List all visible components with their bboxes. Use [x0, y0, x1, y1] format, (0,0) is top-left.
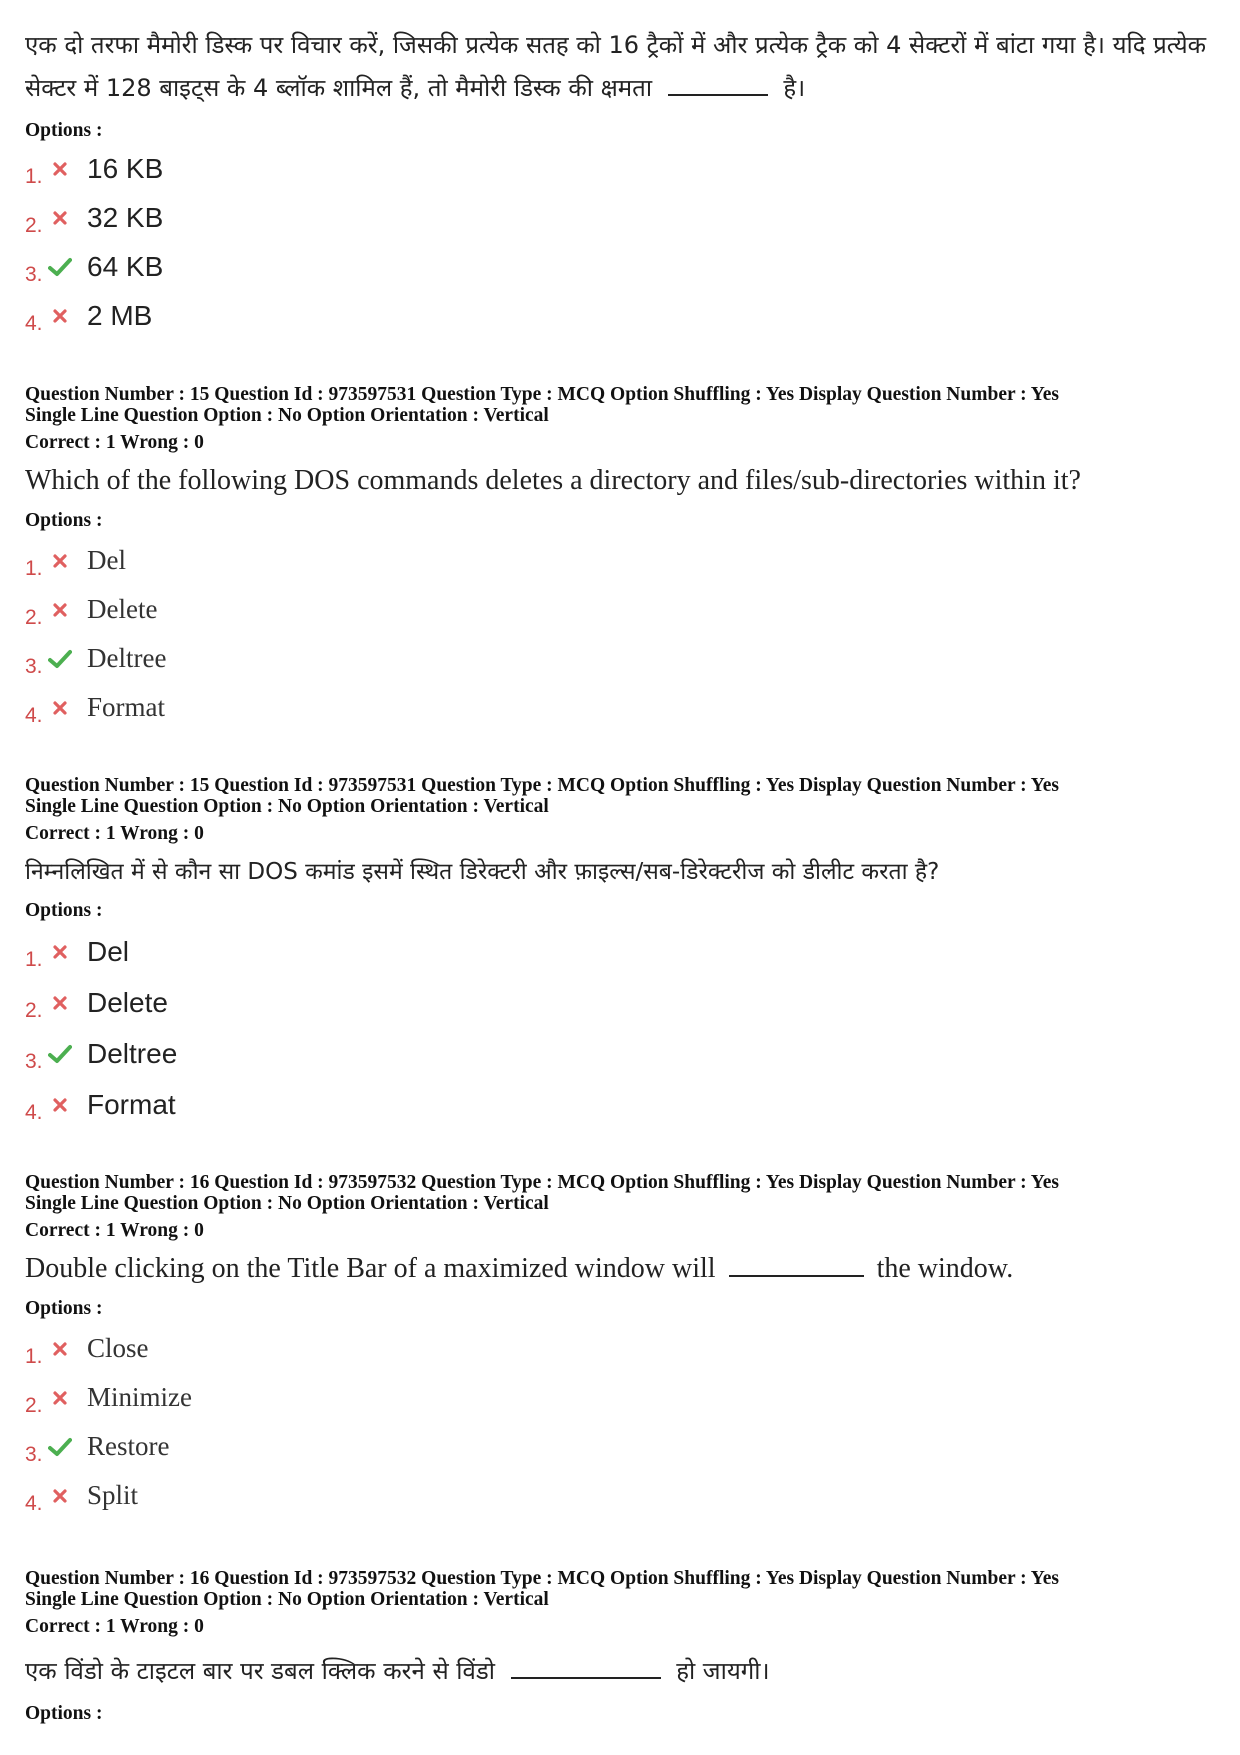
option-item: 3. 64 KB [25, 250, 164, 286]
option-item: 2. Delete [25, 594, 158, 629]
option-text: Minimize [87, 1382, 192, 1412]
options-list [25, 144, 1220, 340]
cross-icon [47, 597, 73, 623]
option-text: 16 KB [87, 152, 164, 184]
option-text: Close [87, 1333, 149, 1363]
question-text: Double clicking on the Title Bar of a maximized window will the window. [25, 1253, 1014, 1284]
option-item: 2. 32 KB [25, 201, 164, 237]
option-item: 1. Del [25, 545, 126, 580]
options-list [25, 926, 1220, 1130]
question-meta: Question Number : 16 Question Id : 973597532 Question Type : MCQ Option Shuffling : Yes Display Question Number : Yes Single Line Question Option : No Option Orientation : Vertical [25, 1568, 1059, 1610]
cross-icon [47, 156, 73, 182]
option-text: Del [87, 545, 126, 575]
option-item: 2. Delete [25, 986, 168, 1022]
option-item: 3. Deltree [25, 643, 167, 678]
answer-blank [729, 1274, 864, 1277]
check-icon [47, 1434, 73, 1460]
option-item: 4. 2 MB [25, 299, 153, 335]
marking-scheme: Correct : 1 Wrong : 0 [25, 1616, 204, 1637]
option-item: 1. Del [25, 935, 130, 971]
option-text: Deltree [87, 1037, 178, 1069]
options-list [25, 536, 1220, 732]
options-label: Options : [25, 1703, 103, 1724]
option-text: 2 MB [87, 299, 153, 331]
cross-icon [47, 990, 73, 1016]
cross-icon [47, 303, 73, 329]
option-text: Deltree [87, 643, 167, 673]
question-block-5 [25, 1568, 1220, 1725]
cross-icon [47, 695, 73, 721]
cross-icon [47, 548, 73, 574]
option-text: Format [87, 1088, 176, 1120]
check-icon [47, 1041, 73, 1067]
question-text: एक विंडो के टाइटल बार पर डबल क्लिक करने से विंडो हो जायगी। [25, 1657, 770, 1685]
question-block-2 [25, 384, 1220, 732]
option-text: Restore [87, 1431, 170, 1461]
marking-scheme: Correct : 1 Wrong : 0 [25, 823, 204, 844]
option-text: 32 KB [87, 201, 164, 233]
option-text: Split [87, 1480, 139, 1510]
option-text: Del [87, 935, 130, 967]
question-text: Which of the following DOS commands deletes a directory and files/sub-directories within it? [25, 465, 1081, 496]
option-text: Delete [87, 594, 158, 624]
option-text: Delete [87, 986, 168, 1018]
question-meta: Question Number : 15 Question Id : 973597531 Question Type : MCQ Option Shuffling : Yes Display Question Number : Yes Single Line Question Option : No Option Orientation : Vertical [25, 384, 1059, 426]
option-item: 2. Minimize [25, 1382, 192, 1417]
cross-icon [47, 1385, 73, 1411]
marking-scheme: Correct : 1 Wrong : 0 [25, 1220, 204, 1241]
options-list [25, 1324, 1220, 1520]
cross-icon [47, 205, 73, 231]
question-block-4 [25, 1172, 1220, 1520]
answer-blank [511, 1676, 661, 1679]
marking-scheme: Correct : 1 Wrong : 0 [25, 432, 204, 453]
question-meta: Question Number : 16 Question Id : 973597532 Question Type : MCQ Option Shuffling : Yes Display Question Number : Yes Single Line Question Option : No Option Orientation : Vertical [25, 1172, 1059, 1214]
question-text: एक दो तरफा मैमोरी डिस्क पर विचार करें, जिसकी प्रत्येक सतह को 16 ट्रैकों में और प्रत्येक ट्रैक को 4 सेक्टरों में बांटा गया है। यदि प्रत्येक सेक्टर में 128 बाइट्स के 4 ब्लॉक शामिल हैं, तो मैमोरी डिस्क की क्षमता है। [25, 31, 1207, 102]
option-item: 4. Format [25, 1088, 176, 1124]
option-item: 4. Format [25, 692, 165, 727]
option-item: 1. Close [25, 1333, 149, 1368]
option-item: 3. Restore [25, 1431, 170, 1466]
check-icon [47, 646, 73, 672]
option-text: 64 KB [87, 250, 164, 282]
options-label: Options : [25, 120, 103, 141]
cross-icon [47, 1336, 73, 1362]
cross-icon [47, 1092, 73, 1118]
options-label: Options : [25, 900, 103, 921]
question-text: निम्नलिखित में से कौन सा DOS कमांड इसमें स्थित डिरेक्टरी और फ़ाइल्स/सब-डिरेक्टरीज को डीलीट करता है? [25, 859, 940, 885]
question-block-1 [25, 24, 1220, 340]
question-block-3 [25, 775, 1220, 1130]
answer-blank [668, 93, 768, 96]
question-meta: Question Number : 15 Question Id : 973597531 Question Type : MCQ Option Shuffling : Yes Display Question Number : Yes Single Line Question Option : No Option Orientation : Vertical [25, 775, 1059, 817]
cross-icon [47, 1483, 73, 1509]
option-item: 4. Split [25, 1480, 139, 1515]
option-item: 3. Deltree [25, 1037, 178, 1073]
options-label: Options : [25, 510, 103, 531]
option-text: Format [87, 692, 165, 722]
check-icon [47, 254, 73, 280]
options-label: Options : [25, 1298, 103, 1319]
option-item: 1. 16 KB [25, 152, 164, 188]
cross-icon [47, 939, 73, 965]
